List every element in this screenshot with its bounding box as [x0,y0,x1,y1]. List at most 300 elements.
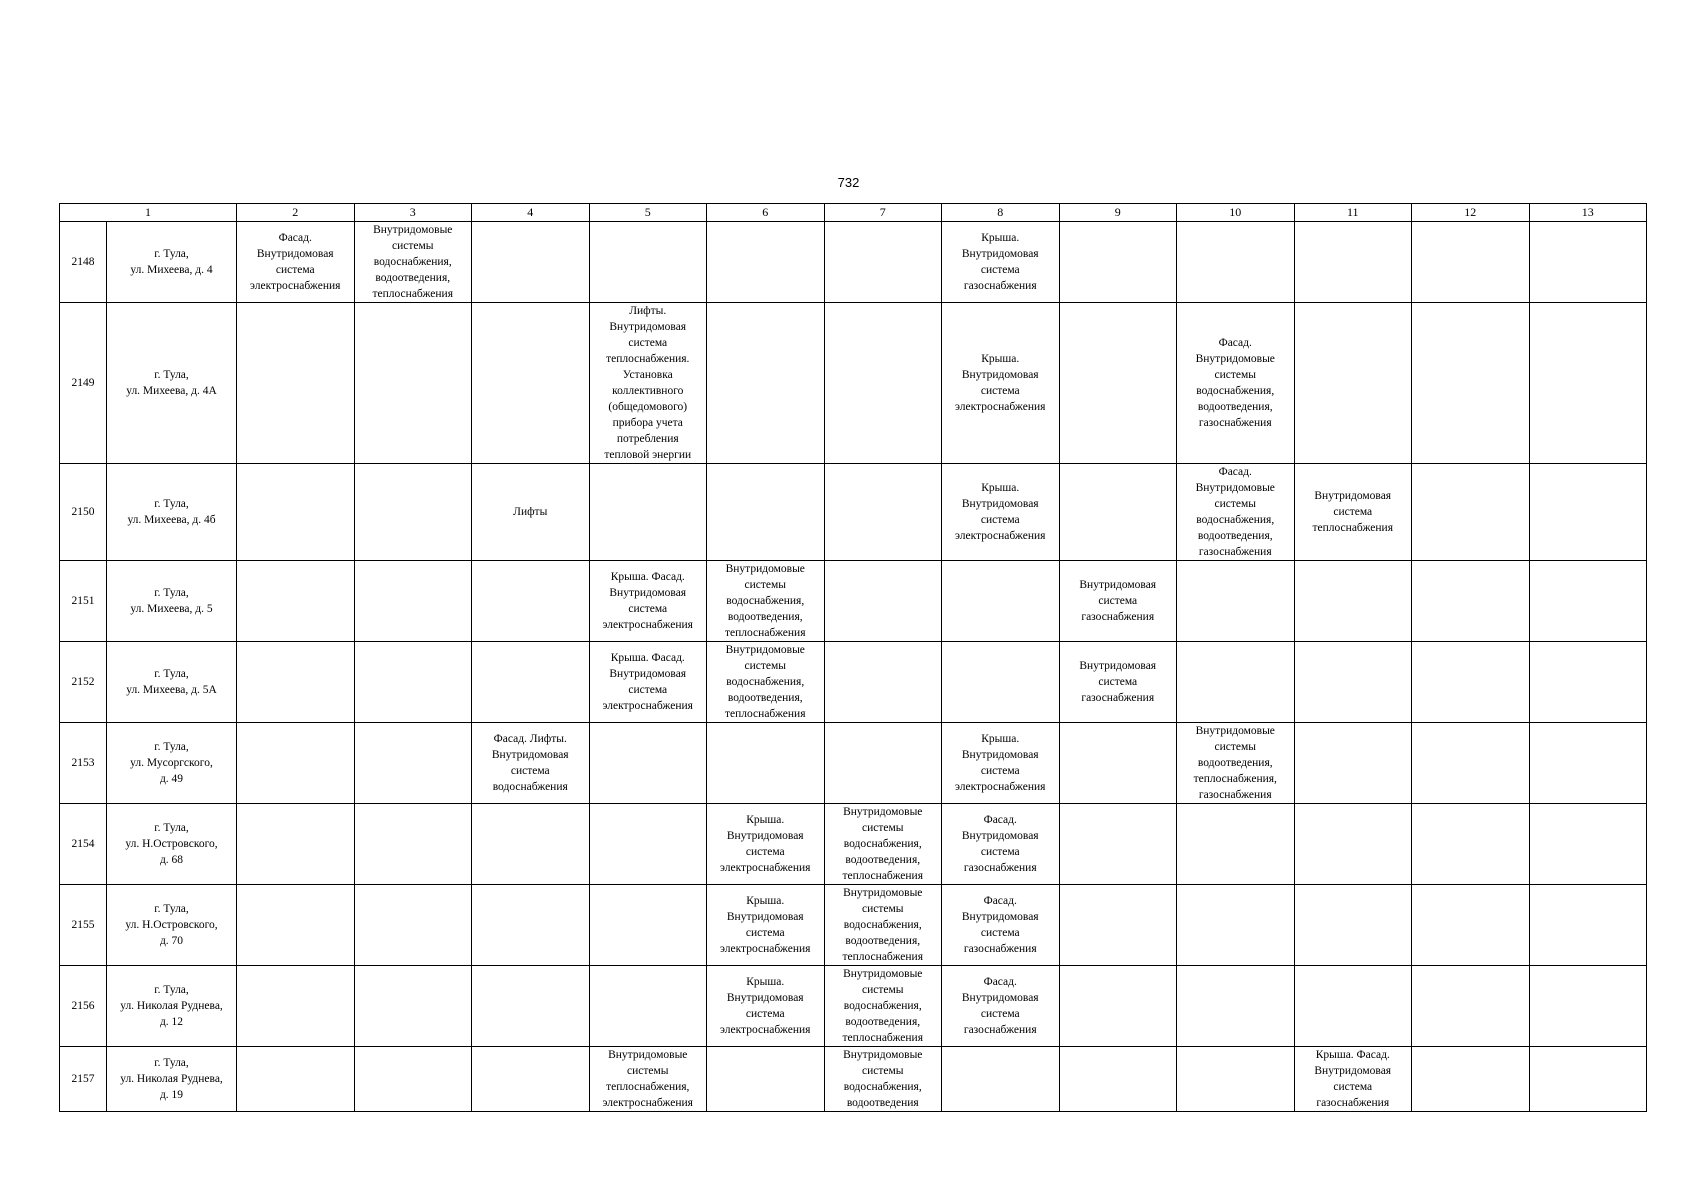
column-header-2: 2 [237,204,355,222]
cell-text-line: газоснабжения [1198,789,1272,801]
table-row [60,885,1647,966]
work-cell-col-13 [1529,222,1647,303]
cell-text-line: водоснабжения, [843,919,922,931]
table-body [60,222,1647,1112]
work-cell-col-8 [942,464,1060,561]
column-header-5: 5 [589,204,707,222]
work-cell-col-6 [707,464,825,561]
work-cell-col-8 [942,723,1060,804]
work-cell-col-4 [472,966,590,1047]
column-header-12: 12 [1412,204,1530,222]
column-header-1: 1 [60,204,237,222]
cell-text-line: водоотведения, [1197,401,1273,413]
work-cell-col-5 [589,303,707,464]
column-header-7: 7 [824,204,942,222]
work-cell-col-4 [472,303,590,464]
cell-text-line: газоснабжения [1081,611,1155,623]
cell-text-line: г. Тула, [154,903,189,915]
cell-text-line: Внутридомовая [1079,660,1157,672]
work-cell-col-12 [1412,464,1530,561]
cell-text-line: водоснабжения, [843,1000,922,1012]
work-cell-col-12 [1412,561,1530,642]
cell-text-line: электроснабжения [955,781,1046,793]
cell-text-line: теплоснабжения [842,951,923,963]
cell-text-line: Внутридомовые [725,644,805,656]
cell-text-line: г. Тула, [154,668,189,680]
work-cell-col-9 [1059,222,1177,303]
work-cell-col-2 [237,222,355,303]
work-cell-col-8 [942,222,1060,303]
cell-text-line: система [980,927,1020,939]
work-cell-col-8 [942,1047,1060,1112]
work-cell-col-12 [1412,804,1530,885]
cell-text-line: Внутридомовые [373,224,453,236]
cell-text-line: г. Тула, [154,1057,189,1069]
work-cell-col-3 [354,723,472,804]
cell-text-line: система [745,1008,785,1020]
column-header-9: 9 [1059,204,1177,222]
work-cell-col-4 [472,464,590,561]
table-row [60,222,1647,303]
work-cell-col-8 [942,561,1060,642]
work-cell-col-4 [472,642,590,723]
cell-text-line: системы [744,660,786,672]
cell-text-line: потребления [616,433,679,445]
work-cell-col-3 [354,561,472,642]
row-number: 2153 [60,723,107,804]
cell-text-line: Внутридомовые [1195,725,1275,737]
cell-text-line: водоотведения, [727,611,803,623]
cell-text-line: система [628,603,668,615]
cell-text-line: система [628,337,668,349]
address-cell [107,464,237,561]
cell-text-line: водоотведения, [375,272,451,284]
work-cell-col-5 [589,966,707,1047]
cell-text-line: Внутридомовая [1314,490,1392,502]
work-cell-col-6 [707,885,825,966]
work-cell-col-12 [1412,1047,1530,1112]
work-cell-col-9 [1059,966,1177,1047]
cell-text-line: водоотведения [846,1097,919,1109]
work-cell-col-3 [354,885,472,966]
cell-text-line: система [275,264,315,276]
work-cell-col-11 [1294,966,1412,1047]
work-cell-col-13 [1529,464,1647,561]
cell-text-line: Внутридомовая [961,749,1039,761]
cell-text-line: Лифты. [629,305,667,317]
work-cell-col-8 [942,966,1060,1047]
cell-text-line: ул. Михеева, д. 5 [130,603,213,615]
cell-text-line: Крыша. [981,232,1020,244]
work-cell-col-6 [707,642,825,723]
work-cell-col-10 [1177,885,1295,966]
cell-text-line: система [980,765,1020,777]
cell-text-line: ул. Мусоргского, [130,757,213,769]
cell-text-line: Внутридомовые [1195,353,1275,365]
work-cell-col-5 [589,464,707,561]
cell-text-line: Внутридомовые [843,806,923,818]
work-cell-col-6 [707,561,825,642]
cell-text-line: водоснабжения, [843,838,922,850]
cell-text-line: системы [862,903,904,915]
cell-text-line: ул. Михеева, д. 4б [127,514,216,526]
table-row [60,723,1647,804]
cell-text-line: Внутридомовая [1079,579,1157,591]
cell-text-line: Фасад. [983,895,1017,907]
cell-text-line: системы [1214,369,1256,381]
address-cell [107,723,237,804]
work-cell-col-7 [824,966,942,1047]
cell-text-line: газоснабжения [1316,1097,1390,1109]
row-number: 2152 [60,642,107,723]
cell-text-line: система [980,514,1020,526]
cell-text-line: Фасад. Лифты. [493,733,567,745]
cell-text-line: Внутридомовая [609,668,687,680]
cell-text-line: системы [627,1065,669,1077]
cell-text-line: Внутридомовая [1314,1065,1392,1077]
work-cell-col-10 [1177,966,1295,1047]
cell-text-line: система [745,846,785,858]
work-cell-col-2 [237,303,355,464]
cell-text-line: теплоснабжения [1312,522,1393,534]
cell-text-line: системы [862,822,904,834]
cell-text-line: теплоснабжения. [606,353,690,365]
work-cell-col-2 [237,1047,355,1112]
work-cell-col-2 [237,642,355,723]
cell-text-line: д. 68 [159,854,184,866]
address-cell [107,804,237,885]
cell-text-line: д. 70 [159,935,184,947]
cell-text-line: система [628,684,668,696]
work-cell-col-9 [1059,804,1177,885]
cell-text-line: Внутридомовая [609,587,687,599]
cell-text-line: водоотведения, [1197,530,1273,542]
cell-text-line: система [745,927,785,939]
cell-text-line: газоснабжения [1198,546,1272,558]
cell-text-line: г. Тула, [154,984,189,996]
work-cell-col-7 [824,303,942,464]
address-cell [107,561,237,642]
column-header-8: 8 [942,204,1060,222]
row-number: 2151 [60,561,107,642]
cell-text-line: г. Тула, [154,587,189,599]
cell-text-line: Крыша. [981,482,1020,494]
cell-text-line: Внутридомовая [961,830,1039,842]
cell-text-line: Внутридомовая [609,321,687,333]
cell-text-line: теплоснабжения [725,708,806,720]
work-cell-col-8 [942,642,1060,723]
cell-text-line: Внутридомовая [961,992,1039,1004]
cell-text-line: водоснабжения, [373,256,452,268]
work-cell-col-4 [472,885,590,966]
table-header [60,204,1647,222]
work-cell-col-5 [589,642,707,723]
cell-text-line: водоснабжения [492,781,568,793]
cell-text-line: теплоснабжения [725,627,806,639]
address-cell [107,303,237,464]
work-cell-col-10 [1177,464,1295,561]
cell-text-line: г. Тула, [154,741,189,753]
cell-text-line: водоотведения, [845,854,921,866]
work-cell-col-2 [237,464,355,561]
work-cell-col-6 [707,1047,825,1112]
cell-text-line: системы [1214,498,1256,510]
cell-text-line: д. 19 [159,1089,184,1101]
work-cell-col-6 [707,303,825,464]
cell-text-line: ул. Михеева, д. 5А [126,684,217,696]
cell-text-line: Крыша. [746,895,785,907]
cell-text-line: электроснабжения [602,619,693,631]
work-cell-col-4 [472,222,590,303]
cell-text-line: ул. Николая Руднева, [120,1073,223,1085]
row-number: 2150 [60,464,107,561]
work-cell-col-3 [354,303,472,464]
cell-text-line: газоснабжения [1198,417,1272,429]
work-cell-col-8 [942,885,1060,966]
cell-text-line: ул. Н.Островского, [125,919,218,931]
cell-text-line: газоснабжения [963,280,1037,292]
cell-text-line: Фасад. [1218,337,1252,349]
table-row [60,303,1647,464]
column-header-4: 4 [472,204,590,222]
work-cell-col-3 [354,222,472,303]
table-row [60,642,1647,723]
cell-text-line: Внутридомовые [725,563,805,575]
work-cell-col-5 [589,561,707,642]
cell-text-line: газоснабжения [1081,692,1155,704]
cell-text-line: системы [744,579,786,591]
cell-text-line: г. Тула, [154,369,189,381]
work-cell-col-12 [1412,642,1530,723]
work-cell-col-5 [589,723,707,804]
cell-text-line: Внутридомовые [608,1049,688,1061]
row-number: 2149 [60,303,107,464]
cell-text-line: коллективного [612,385,684,397]
cell-text-line: Внутридомовая [961,911,1039,923]
cell-text-line: Крыша. Фасад. [610,571,685,583]
work-cell-col-11 [1294,1047,1412,1112]
work-cell-col-13 [1529,561,1647,642]
work-cell-col-13 [1529,303,1647,464]
cell-text-line: водоснабжения, [1196,385,1275,397]
work-cell-col-2 [237,966,355,1047]
cell-text-line: Фасад. [278,232,312,244]
address-cell [107,1047,237,1112]
work-cell-col-13 [1529,642,1647,723]
work-cell-col-4 [472,723,590,804]
cell-text-line: системы [862,1065,904,1077]
work-cell-col-10 [1177,642,1295,723]
cell-text-line: ул. Михеева, д. 4 [130,264,213,276]
row-number: 2156 [60,966,107,1047]
work-cell-col-3 [354,1047,472,1112]
cell-text-line: д. 12 [159,1016,184,1028]
cell-text-line: Внутридомовая [961,248,1039,260]
work-cell-col-4 [472,804,590,885]
cell-text-line: газоснабжения [963,862,1037,874]
cell-text-line: система [1333,506,1373,518]
cell-text-line: Крыша. [981,353,1020,365]
cell-text-line: Фасад. [983,814,1017,826]
cell-text-line: система [1098,595,1138,607]
work-cell-col-7 [824,1047,942,1112]
cell-text-line: Крыша. [981,733,1020,745]
row-number: 2157 [60,1047,107,1112]
work-cell-col-2 [237,804,355,885]
work-cell-col-12 [1412,723,1530,804]
table-row [60,1047,1647,1112]
cell-text-line: Установка [622,369,673,381]
column-header-10: 10 [1177,204,1295,222]
cell-text-line: Внутридомовые [843,1049,923,1061]
work-cell-col-12 [1412,303,1530,464]
cell-text-line: Внутридомовая [256,248,334,260]
work-cell-col-9 [1059,561,1177,642]
cell-text-line: водоотведения, [1197,757,1273,769]
work-cell-col-7 [824,723,942,804]
work-cell-col-6 [707,804,825,885]
cell-text-line: электроснабжения [602,700,693,712]
work-cell-col-12 [1412,966,1530,1047]
work-cell-col-3 [354,642,472,723]
cell-text-line: электроснабжения [720,943,811,955]
cell-text-line: Внутридомовая [726,992,804,1004]
cell-text-line: системы [392,240,434,252]
work-cell-col-5 [589,222,707,303]
cell-text-line: Внутридомовая [726,911,804,923]
cell-text-line: электроснабжения [602,1097,693,1109]
row-number: 2148 [60,222,107,303]
cell-text-line: система [980,846,1020,858]
row-number: 2155 [60,885,107,966]
work-cell-col-7 [824,464,942,561]
cell-text-line: электроснабжения [250,280,341,292]
cell-text-line: теплоснабжения [842,870,923,882]
cell-text-line: Крыша. [746,814,785,826]
work-cell-col-2 [237,561,355,642]
cell-text-line: теплоснабжения [372,288,453,300]
work-cell-col-2 [237,723,355,804]
work-cell-col-8 [942,804,1060,885]
work-cell-col-10 [1177,804,1295,885]
work-cell-col-9 [1059,303,1177,464]
cell-text-line: теплоснабжения, [606,1081,690,1093]
work-cell-col-11 [1294,303,1412,464]
cell-text-line: теплоснабжения, [1193,773,1277,785]
address-cell [107,222,237,303]
work-cell-col-7 [824,642,942,723]
table-row [60,464,1647,561]
cell-text-line: система [980,385,1020,397]
address-cell [107,642,237,723]
cell-text-line: водоснабжения, [726,676,805,688]
cell-text-line: газоснабжения [963,943,1037,955]
work-cell-col-11 [1294,723,1412,804]
work-cell-col-4 [472,1047,590,1112]
cell-text-line: Внутридомовые [843,887,923,899]
cell-text-line: система [980,1008,1020,1020]
column-header-13: 13 [1529,204,1647,222]
row-number: 2154 [60,804,107,885]
cell-text-line: системы [1214,741,1256,753]
cell-text-line: Фасад. [983,976,1017,988]
cell-text-line: водоотведения, [845,935,921,947]
work-cell-col-8 [942,303,1060,464]
work-cell-col-10 [1177,561,1295,642]
cell-text-line: тепловой энергии [604,449,692,461]
cell-text-line: водоснабжения, [1196,514,1275,526]
work-cell-col-13 [1529,804,1647,885]
work-cell-col-10 [1177,222,1295,303]
work-cell-col-11 [1294,464,1412,561]
cell-text-line: водоотведения, [845,1016,921,1028]
work-cell-col-10 [1177,1047,1295,1112]
work-cell-col-6 [707,723,825,804]
table-row [60,804,1647,885]
work-cell-col-7 [824,885,942,966]
table-row [60,561,1647,642]
work-cell-col-4 [472,561,590,642]
column-header-11: 11 [1294,204,1412,222]
repair-schedule-table [59,203,1647,1112]
cell-text-line: водоснабжения, [726,595,805,607]
cell-text-line: д. 49 [159,773,184,785]
work-cell-col-13 [1529,966,1647,1047]
work-cell-col-10 [1177,723,1295,804]
work-cell-col-13 [1529,723,1647,804]
work-cell-col-12 [1412,885,1530,966]
cell-text-line: Крыша. Фасад. [1315,1049,1390,1061]
cell-text-line: системы [862,984,904,996]
cell-text-line: ул. Михеева, д. 4А [126,385,217,397]
cell-text-line: Фасад. [1218,466,1252,478]
work-cell-col-3 [354,804,472,885]
work-cell-col-7 [824,804,942,885]
cell-text-line: Внутридомовая [961,498,1039,510]
work-cell-col-6 [707,222,825,303]
work-cell-col-9 [1059,642,1177,723]
address-cell [107,966,237,1047]
column-header-6: 6 [707,204,825,222]
work-cell-col-5 [589,885,707,966]
work-cell-col-5 [589,1047,707,1112]
work-cell-col-11 [1294,561,1412,642]
work-cell-col-9 [1059,1047,1177,1112]
work-cell-col-3 [354,464,472,561]
work-cell-col-12 [1412,222,1530,303]
cell-text-line: прибора учета [612,417,683,429]
work-cell-col-9 [1059,464,1177,561]
cell-text-line: электроснабжения [955,530,1046,542]
cell-text-line: Внутридомовые [843,968,923,980]
cell-text-line: водоснабжения, [843,1081,922,1093]
cell-text-line: Крыша. Фасад. [610,652,685,664]
cell-text-line: система [1333,1081,1373,1093]
cell-text-line: Лифты [513,506,548,518]
cell-text-line: г. Тула, [154,822,189,834]
cell-text-line: ул. Николая Руднева, [120,1000,223,1012]
cell-text-line: Внутридомовая [961,369,1039,381]
header-row [60,204,1647,222]
cell-text-line: Внутридомовые [1195,482,1275,494]
cell-text-line: ул. Н.Островского, [125,838,218,850]
work-cell-col-10 [1177,303,1295,464]
cell-text-line: система [1098,676,1138,688]
work-cell-col-9 [1059,885,1177,966]
cell-text-line: электроснабжения [720,862,811,874]
work-cell-col-5 [589,804,707,885]
cell-text-line: Внутридомовая [726,830,804,842]
